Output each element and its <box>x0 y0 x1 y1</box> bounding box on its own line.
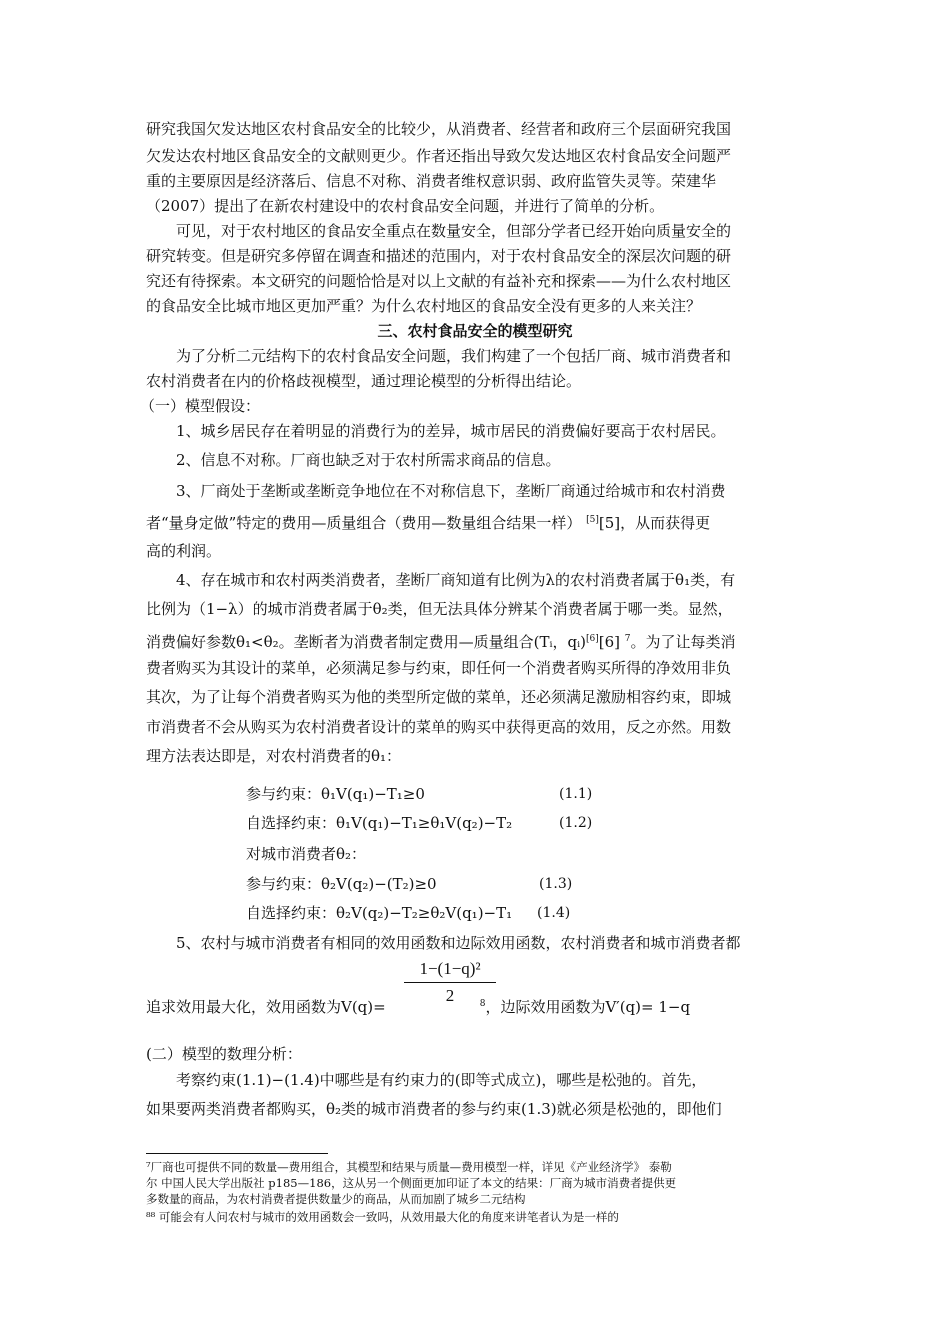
section-heading: 三、农村食品安全的模型研究 <box>377 322 573 340</box>
paragraph-3-line-1: 为了分析二元结构下的农村食品安全问题，我们构建了一个包括厂商、城市消费者和 <box>176 347 732 365</box>
equation-1-2: 自选择约束：θ₁V(q₁)−T₁≥θ₁V(q₂)−T₂ <box>246 814 513 832</box>
paragraph-3-line-2: 农村消费者在内的价格歧视模型，通过理论模型的分析得出结论。 <box>146 372 582 390</box>
paragraph-1-line-4: （2007）提出了在新农村建设中的农村食品安全问题，并进行了简单的分析。 <box>146 197 665 215</box>
assumption-2: 2、信息不对称。厂商也缺乏对于农村所需求商品的信息。 <box>176 451 561 469</box>
paragraph-1-line-3: 重的主要原因是经济落后、信息不对称、消费者维权意识弱、政府监管失灵等。荣建华 <box>146 172 717 190</box>
footnote-ref-8: 8 <box>479 999 486 1009</box>
utility-function-text: 追求效用最大化，效用函数为V(q)= <box>146 998 386 1016</box>
fraction-denominator: 2 <box>445 986 455 1005</box>
equation-1-4-number: (1.4) <box>537 905 571 921</box>
citation-5: [5] <box>586 515 599 525</box>
assumption-3-line-1: 3、厂商处于垄断或垄断竞争地位在不对称信息下，垄断厂商通过给城市和农村消费 <box>176 482 726 500</box>
equation-1-2-number: (1.2) <box>559 815 593 831</box>
footnote-7-line-3: 多数量的商品，为农村消费者提供数量少的商品，从而加剧了城乡二元结构 <box>146 1192 526 1206</box>
paragraph-2-line-3: 究还有待探索。本文研究的问题恰恰是对以上文献的有益补充和探索——为什么农村地区 <box>146 272 732 290</box>
paragraph-2-line-4: 的食品安全比城市地区更加严重？为什么农村地区的食品安全没有更多的人来关注？ <box>146 297 702 315</box>
equation-1-1-number: (1.1) <box>559 786 593 802</box>
footnote-7-line-2: 尔 中国人民大学出版社 p185—186，这从另一个侧面更加印证了本文的结果：厂商为城市消费者提供更 <box>146 1176 677 1190</box>
footnote-ref-7: 7 <box>624 634 631 644</box>
paragraph-5-line-2: 如果要两类消费者都购买，θ₂类的城市消费者的参与约束(1.3)就必须是松弛的，即他们 <box>146 1100 722 1118</box>
assumption-4-line-4: 费者购买为其设计的菜单，必须满足参与约束，即任何一个消费者购买所得的净效用非负 <box>146 659 732 677</box>
urban-consumer-label: 对城市消费者θ₂： <box>246 845 367 863</box>
assumption-3-line-3: 高的利润。 <box>146 542 222 560</box>
marginal-utility-text: ，边际效用函数为V′(q)= 1−q <box>485 998 691 1016</box>
paragraph-1-line-2: 欠发达农村地区食品安全的文献则更少。作者还指出导致欠发达地区农村食品安全问题严 <box>146 147 732 165</box>
assumption-4-line-2: 比例为（1−λ）的城市消费者属于θ₂类，但无法具体分辨某个消费者属于哪一类。显然， <box>146 600 733 618</box>
assumption-1: 1、城乡居民存在着明显的消费行为的差异，城市居民的消费偏好要高于农村居民。 <box>176 422 726 440</box>
equation-1-4: 自选择约束：θ₂V(q₂)−T₂≥θ₂V(q₁)−T₁ <box>246 904 513 922</box>
assumption-4-text-end: 。为了让每类消 <box>630 633 736 651</box>
assumption-3-line-2 <box>146 509 710 534</box>
assumption-4-line-7: 理方法表达即是，对农村消费者的θ₁： <box>146 747 402 765</box>
assumption-4-line-5: 其次，为了让每个消费者购买为他的类型所定做的菜单，还必须满足激励相容约束，即城 <box>146 688 732 706</box>
subheading-model-assumptions: （一）模型假设： <box>140 397 261 415</box>
assumption-5-line-2 <box>146 993 690 1018</box>
assumption-4-line-6: 市消费者不会从购买为农村消费者设计的菜单的购买中获得更高的效用，反之亦然。用数 <box>146 718 732 736</box>
assumption-4-line-1: 4、存在城市和农村两类消费者，垄断厂商知道有比例为λ的农村消费者属于θ₁类，有 <box>176 571 736 589</box>
equation-1-1: 参与约束：θ₁V(q₁)−T₁≥0 <box>246 785 425 803</box>
paragraph-5-line-1: 考察约束(1.1)−(1.4)中哪些是有约束力的(即等式成立)，哪些是松弛的。首先， <box>176 1071 707 1089</box>
citation-6: [6] <box>586 634 599 644</box>
equation-1-3-number: (1.3) <box>539 876 573 892</box>
assumption-3-text: 者“量身定做”特定的费用—质量组合（费用—数量组合结果一样） <box>146 514 582 532</box>
equation-1-3: 参与约束：θ₂V(q₂)−(T₂)≥0 <box>246 875 437 893</box>
citation-6-text: [6] <box>598 633 621 651</box>
paragraph-2-line-2: 研究转变。但是研究多停留在调查和描述的范围内，对于农村食品安全的深层次问题的研 <box>146 247 732 265</box>
paragraph-2-line-1: 可见，对于农村地区的食品安全重点在数量安全，但部分学者已经开始向质量安全的 <box>176 222 732 240</box>
footnote-7-line-1: ⁷厂商也可提供不同的数量—费用组合，其模型和结果与质量—费用模型一样，详见《产业经济学》 泰勒 <box>146 1160 672 1174</box>
assumption-4-line-3 <box>146 628 736 653</box>
subheading-mathematical-analysis: (二）模型的数理分析： <box>146 1045 302 1063</box>
fraction-numerator: 1−(1−q)² <box>419 959 481 978</box>
assumption-5-line-1: 5、农村与城市消费者有相同的效用函数和边际效用函数，农村消费者和城市消费者都 <box>176 934 741 952</box>
assumption-3-text-end: [5]，从而获得更 <box>598 514 711 532</box>
footnote-separator <box>146 1153 328 1154</box>
assumption-4-text: 消费偏好参数θ₁<θ₂。垄断者为消费者制定费用—质量组合(Tᵢ，qᵢ) <box>146 633 587 651</box>
paragraph-1-line-1: 研究我国欠发达地区农村食品安全的比较少，从消费者、经营者和政府三个层面研究我国 <box>146 120 732 138</box>
footnote-8: ⁸⁸ 可能会有人问农村与城市的效用函数会一致吗，从效用最大化的角度来讲笔者认为是一样的 <box>146 1210 619 1224</box>
fraction-bar <box>404 982 496 983</box>
